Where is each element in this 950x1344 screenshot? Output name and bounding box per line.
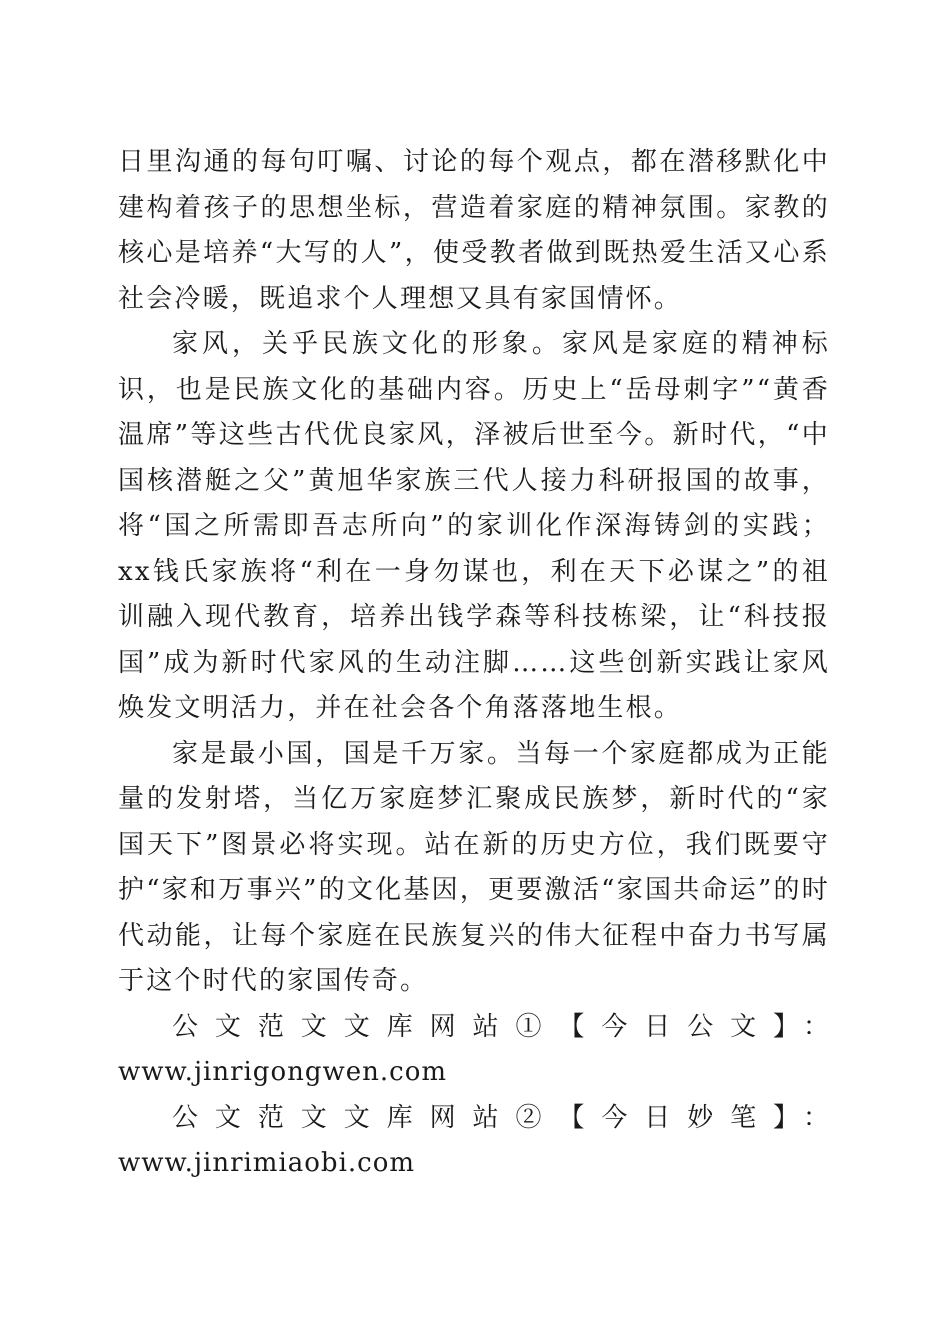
document-page [118,140,830,1187]
site-link-line-1: 公文范文文库网站①【今日公文】：www.jinrigongwen.com [118,1011,830,1087]
site-link-line-2: 公文范文文库网站②【今日妙笔】：www.jinrimiaobi.com [118,1102,830,1178]
paragraph-family-style: 家风，关乎民族文化的形象。家风是家庭的精神标识，也是民族文化的基础内容。历史上“岳母刺字”“黄香温席”等这些古代优良家风，泽被后世至今。新时代，“中国核潜艇之父”黄旭华家族三代人接力科研报国的故事，将“国之所需即吾志所向”的家训化作深海铸剑的实践；xx钱氏家族将“利在一身勿谋也，利在天下必谋之”的祖训融入现代教育，培养出钱学森等科技栋梁，让“科技报国”成为新时代家风的生动注脚……这些创新实践让家风焕发文明活力，并在社会各个角落落地生根。 [118,329,830,723]
paragraph-continued: 日里沟通的每句叮嘱、讨论的每个观点，都在潜移默化中建构着孩子的思想坐标，营造着家庭的精神氛围。家教的核心是培养“大写的人”，使受教者做到既热爱生活又心系社会冷暖，既追求个人理想又具有家国情怀。 [118,147,830,314]
paragraph-family-nation: 家是最小国，国是千万家。当每一个家庭都成为正能量的发射塔，当亿万家庭梦汇聚成民族梦，新时代的“家国天下”图景必将实现。站在新的历史方位，我们既要守护“家和万事兴”的文化基因，更要激活“家国共命运”的时代动能，让每个家庭在民族复兴的伟大征程中奋力书写属于这个时代的家国传奇。 [118,738,830,996]
